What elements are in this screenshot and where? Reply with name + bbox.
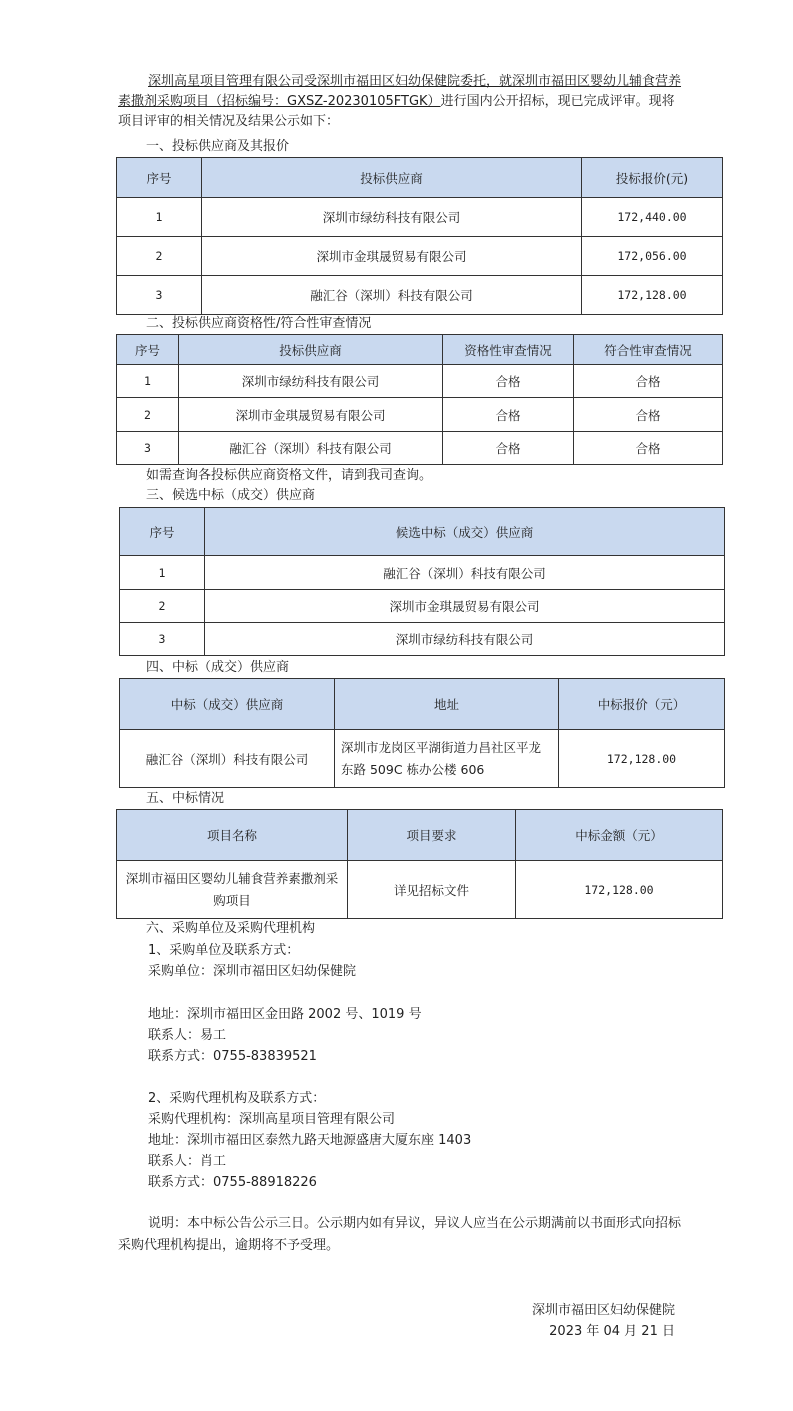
- table-header-row: [120, 679, 725, 730]
- buyer-name: 采购单位：深圳市福田区妇幼保健院: [148, 964, 357, 979]
- col-header: 中标（成交）供应商: [120, 679, 335, 730]
- buyer-heading: 1、采购单位及联系方式：: [148, 943, 300, 958]
- cell-index: 1: [120, 556, 205, 590]
- table-header-row: [117, 335, 723, 365]
- table-row: [120, 590, 725, 623]
- signature-date: 2023 年 04 月 21 日: [549, 1324, 675, 1339]
- cell-supplier: 融汇谷（深圳）科技有限公司: [120, 730, 335, 788]
- col-header: 地址: [335, 679, 559, 730]
- section3-title: 三、候选中标（成交）供应商: [146, 488, 316, 503]
- intro-project-link: 深圳高星项目管理有限公司受深圳市福田区妇幼保健院委托，就深圳市福田区婴幼儿辅食营养素撒剂采购项目（招标编号：GXSZ-20230105FTGK）: [118, 74, 682, 109]
- cell-index: 3: [117, 276, 202, 315]
- cell-supplier: 深圳市金琪晟贸易有限公司: [179, 398, 443, 432]
- col-header: 项目要求: [348, 810, 516, 861]
- agent-phone: 联系方式：0755-88918226: [148, 1175, 317, 1190]
- signature-org: 深圳市福田区妇幼保健院: [531, 1303, 675, 1318]
- cell-project-name: 深圳市福田区婴幼儿辅食营养素撒剂采购项目: [117, 861, 348, 919]
- cell-index: 2: [120, 590, 205, 623]
- agent-address: 地址：深圳市福田区泰然九路天地源盛唐大厦东座 1403: [148, 1133, 472, 1148]
- cell-compliance: 合格: [574, 432, 723, 465]
- section2-title: 二、投标供应商资格性/符合性审查情况: [146, 316, 372, 331]
- table-row: [120, 556, 725, 590]
- table-row: [117, 276, 723, 315]
- col-header: 序号: [117, 335, 179, 365]
- col-header: 符合性审查情况: [574, 335, 723, 365]
- table-row: [120, 623, 725, 656]
- qualification-table: [116, 334, 723, 465]
- agent-heading: 2、采购代理机构及联系方式：: [148, 1091, 326, 1106]
- table-row: [117, 432, 723, 465]
- intro-paragraph: [118, 72, 683, 132]
- cell-qualification: 合格: [443, 398, 574, 432]
- notice-paragraph: 说明：本中标公告公示三日。公示期内如有异议，异议人应当在公示期满前以书面形式向招标采购代理机构提出，逾期将不予受理。: [118, 1216, 682, 1253]
- bid-price-table: [116, 157, 723, 315]
- col-header: 投标供应商: [202, 158, 582, 198]
- table-row: [117, 198, 723, 237]
- award-table: [116, 809, 723, 919]
- table-header-row: [117, 810, 723, 861]
- table-row: [117, 398, 723, 432]
- cell-index: 2: [117, 237, 202, 276]
- cell-supplier: 融汇谷（深圳）科技有限公司: [205, 556, 725, 590]
- cell-address: 深圳市龙岗区平湖街道力昌社区平龙东路 509C 栋办公楼 606: [335, 730, 559, 788]
- cell-supplier: 深圳市金琪晟贸易有限公司: [202, 237, 582, 276]
- section6-title: 六、采购单位及采购代理机构: [146, 921, 316, 936]
- cell-amount: 172,128.00: [516, 861, 723, 919]
- cell-supplier: 深圳市绿纺科技有限公司: [202, 198, 582, 237]
- cell-index: 1: [117, 198, 202, 237]
- buyer-address: 地址：深圳市福田区金田路 2002 号、1019 号: [148, 1007, 422, 1022]
- col-header: 中标金额（元）: [516, 810, 723, 861]
- buyer-contact: 联系人：易工: [148, 1028, 227, 1043]
- cell-qualification: 合格: [443, 432, 574, 465]
- table-header-row: [117, 158, 723, 198]
- cell-price: 172,440.00: [582, 198, 723, 237]
- section4-title: 四、中标（成交）供应商: [146, 660, 290, 675]
- table-row: [117, 237, 723, 276]
- cell-supplier: 深圳市绿纺科技有限公司: [205, 623, 725, 656]
- cell-price: 172,128.00: [559, 730, 725, 788]
- table-row: [117, 861, 723, 919]
- col-header: 投标报价(元): [582, 158, 723, 198]
- col-header: 候选中标（成交）供应商: [205, 508, 725, 556]
- candidate-table: [119, 507, 725, 656]
- col-header: 项目名称: [117, 810, 348, 861]
- table-row: [117, 365, 723, 398]
- cell-compliance: 合格: [574, 398, 723, 432]
- cell-index: 3: [120, 623, 205, 656]
- table-header-row: [120, 508, 725, 556]
- col-header: 序号: [120, 508, 205, 556]
- winner-table: [119, 678, 725, 788]
- cell-price: 172,128.00: [582, 276, 723, 315]
- cell-index: 3: [117, 432, 179, 465]
- section2-note: 如需查询各投标供应商资格文件，请到我司查询。: [146, 468, 433, 483]
- section1-title: 一、投标供应商及其报价: [146, 139, 290, 154]
- buyer-phone: 联系方式：0755-83839521: [148, 1049, 317, 1064]
- cell-compliance: 合格: [574, 365, 723, 398]
- col-header: 序号: [117, 158, 202, 198]
- cell-supplier: 深圳市绿纺科技有限公司: [179, 365, 443, 398]
- col-header: 中标报价（元）: [559, 679, 725, 730]
- cell-supplier: 融汇谷（深圳）科技有限公司: [202, 276, 582, 315]
- col-header: 投标供应商: [179, 335, 443, 365]
- table-row: [120, 730, 725, 788]
- cell-index: 1: [117, 365, 179, 398]
- cell-requirement: 详见招标文件: [348, 861, 516, 919]
- cell-supplier: 融汇谷（深圳）科技有限公司: [179, 432, 443, 465]
- cell-supplier: 深圳市金琪晟贸易有限公司: [205, 590, 725, 623]
- section5-title: 五、中标情况: [146, 791, 225, 806]
- intro-rest: 进行国内公开招标，现已完成评审。现将项目评审的相关情况及结果公示如下：: [118, 94, 675, 129]
- cell-price: 172,056.00: [582, 237, 723, 276]
- col-header: 资格性审查情况: [443, 335, 574, 365]
- agent-name: 采购代理机构：深圳高星项目管理有限公司: [148, 1112, 396, 1127]
- agent-contact: 联系人：肖工: [148, 1154, 227, 1169]
- cell-qualification: 合格: [443, 365, 574, 398]
- cell-index: 2: [117, 398, 179, 432]
